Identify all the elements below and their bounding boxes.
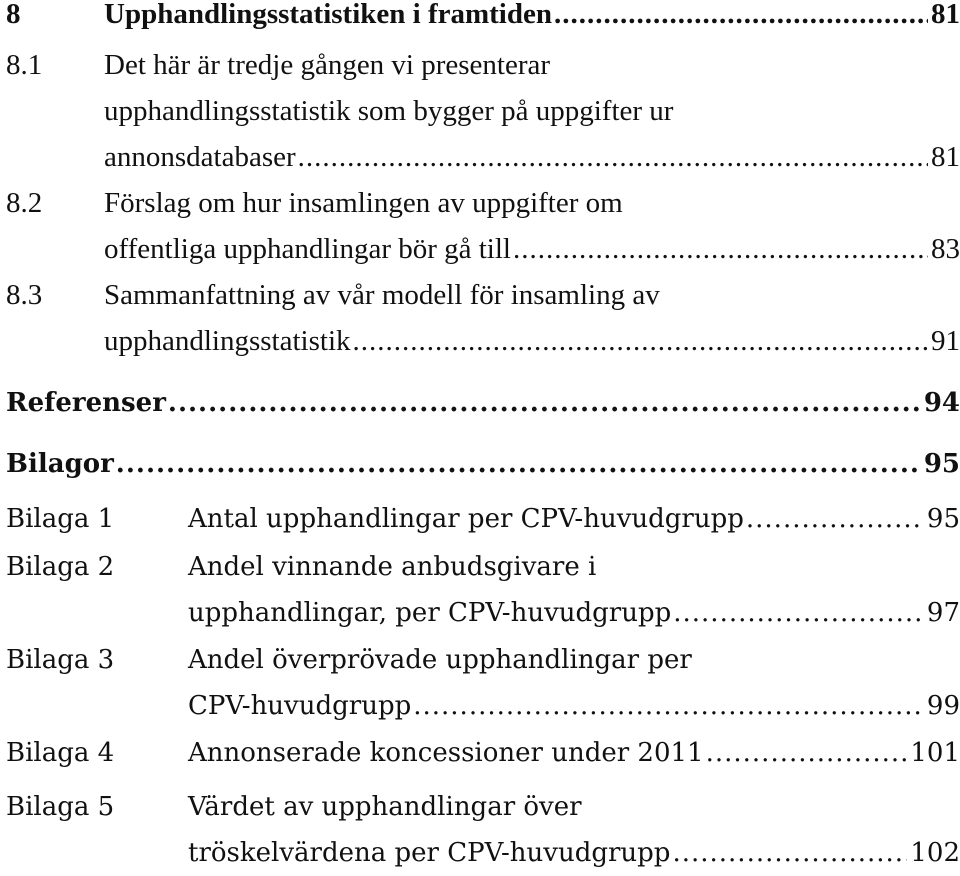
toc-page-number: 95 [926, 504, 960, 534]
toc-page-number: 102 [910, 838, 960, 868]
toc-entry-title-line: CPV-huvudgrupp [188, 691, 412, 721]
toc-entry-body [6, 441, 960, 487]
toc-entry-body [188, 544, 960, 636]
toc-entry-title: Referenser [6, 388, 166, 418]
toc-entry-body [104, 272, 960, 364]
toc-entry-number: 8 [6, 0, 21, 30]
toc-entry-title-line: Annonserade koncessioner under 2011 [188, 738, 704, 768]
toc-entry-title-line: upphandlingsstatistik som bygger på uppgifter ur [104, 95, 674, 127]
toc-page-number: 94 [923, 388, 960, 418]
leader-dots [353, 318, 929, 364]
toc-leader-line [104, 226, 960, 272]
toc-entry-title-line: Andel vinnande anbudsgivare i [188, 552, 597, 582]
toc-leader-line [104, 318, 960, 364]
toc-leader-line [6, 441, 960, 487]
toc-entry-title-line: tröskelvärdena per CPV-huvudgrupp [188, 838, 671, 868]
toc-entry-title-line: Antal upphandlingar per CPV-huvudgrupp [188, 504, 744, 534]
toc-entry-body [104, 180, 960, 272]
toc-entry-number: Bilaga 2 [6, 552, 115, 582]
toc-entry-number: Bilaga 3 [6, 645, 115, 675]
toc-entry-body [104, 0, 960, 37]
toc-leader-line [188, 683, 960, 729]
leader-dots [413, 683, 924, 729]
toc-page-number: 97 [926, 598, 960, 628]
toc-entry-body [104, 42, 960, 180]
toc-entry-title: Upphandlingsstatistiken i framtiden [104, 0, 552, 30]
toc-page-number: 99 [926, 691, 960, 721]
toc-leader-line [104, 0, 960, 37]
toc-entry-title-line: Andel överprövade upphandlingar per [188, 645, 692, 675]
toc-entry-title-line: Det här är tredje gången vi presenterar [104, 49, 551, 81]
toc-leader-line [188, 496, 960, 542]
toc-page-number: 81 [931, 0, 960, 30]
leader-dots [673, 590, 924, 636]
toc-leader-line [188, 590, 960, 636]
toc-entry-title-line: Sammanfattning av vår modell för insamling av [104, 279, 660, 311]
toc-leader-line [6, 380, 960, 426]
toc-entry-title-line: Värdet av upphandlingar över [188, 792, 582, 822]
toc-entry-title-line: Förslag om hur insamlingen av uppgifter om [104, 187, 623, 219]
leader-dots [298, 134, 928, 180]
toc-entry-number: 8.1 [6, 49, 43, 81]
toc-entry-number: Bilaga 4 [6, 738, 115, 768]
leader-dots [746, 496, 924, 542]
toc-entry-number: 8.3 [6, 279, 43, 311]
toc-entry-number: 8.2 [6, 187, 43, 219]
toc-page-number: 95 [923, 449, 960, 479]
leader-dots [672, 830, 907, 876]
toc-entry-number: Bilaga 1 [6, 504, 115, 534]
toc-leader-line [104, 134, 960, 180]
toc-entry-number: Bilaga 5 [6, 792, 115, 822]
toc-entry-body [188, 730, 960, 776]
toc-page-number: 81 [931, 141, 960, 173]
toc-page-number: 91 [931, 325, 960, 357]
leader-dots [706, 730, 908, 776]
toc-entry-body [6, 380, 960, 426]
toc-entry-title-line: offentliga upphandlingar bör gå till [104, 233, 511, 265]
toc-leader-line [188, 830, 960, 876]
toc-page-number: 83 [931, 233, 960, 265]
toc-page-number: 101 [910, 738, 960, 768]
leader-dots [168, 380, 921, 426]
leader-dots [513, 226, 928, 272]
toc-entry-body [188, 496, 960, 542]
toc-entry-title: Bilagor [6, 449, 114, 479]
toc-entry-title-line: upphandlingsstatistik [104, 325, 351, 357]
leader-dots [554, 0, 928, 37]
leader-dots [116, 441, 921, 487]
toc-entry-title-line: upphandlingar, per CPV-huvudgrupp [188, 598, 672, 628]
toc-entry-body [188, 637, 960, 729]
toc-entry-title-line: annonsdatabaser [104, 141, 296, 173]
toc-leader-line [188, 730, 960, 776]
toc-entry-body [188, 784, 960, 876]
